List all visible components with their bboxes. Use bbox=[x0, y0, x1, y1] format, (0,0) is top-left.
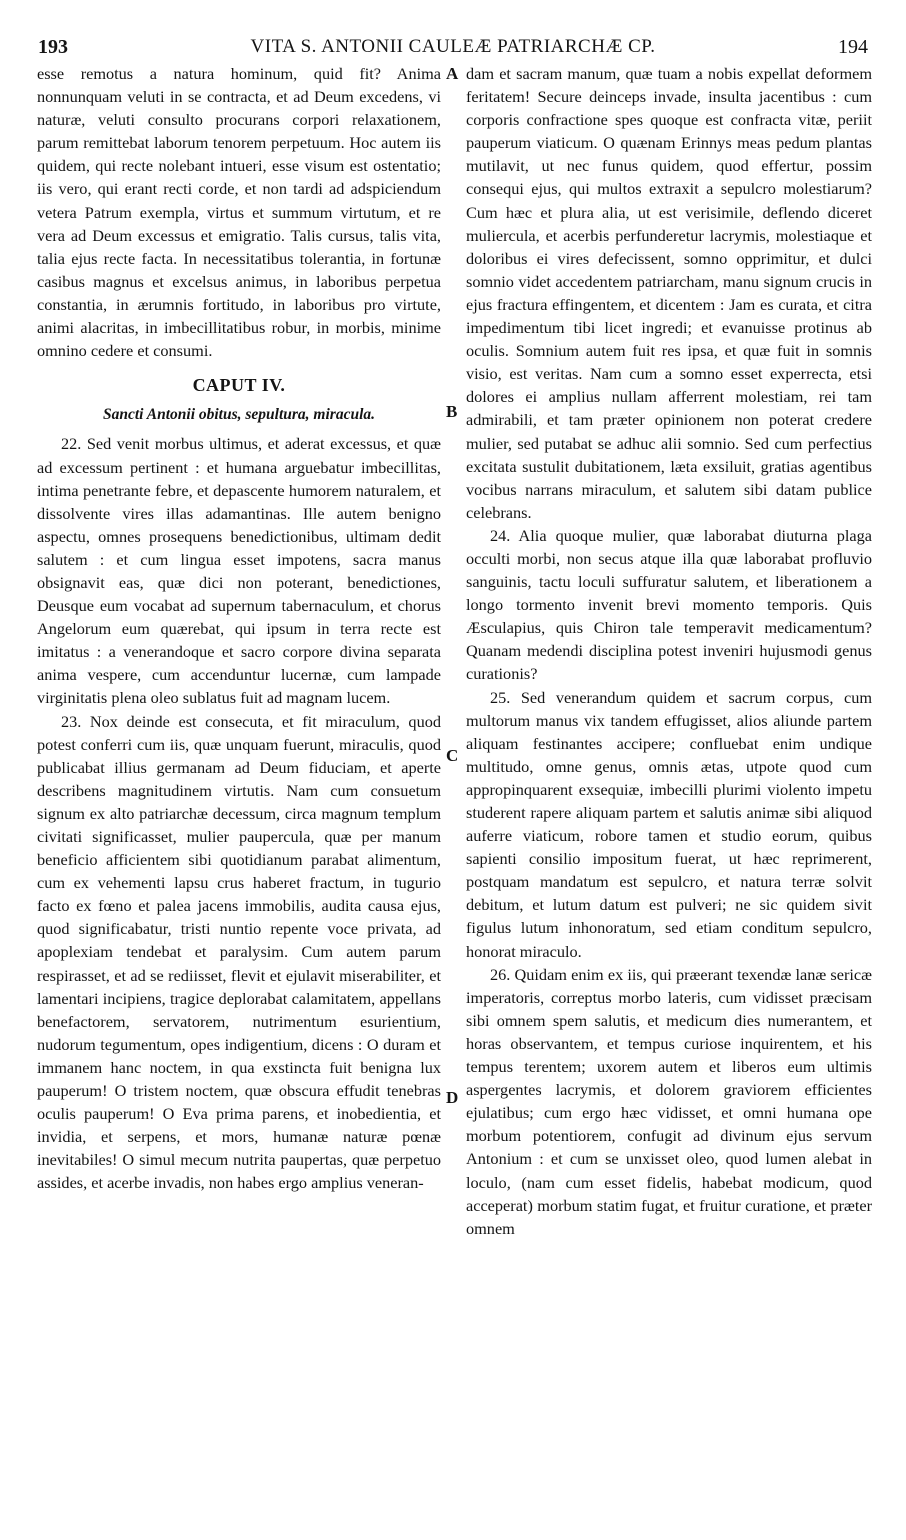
right-column bbox=[466, 62, 872, 1240]
margin-letter-d: D bbox=[446, 1088, 459, 1107]
paragraph-intro: esse remotus a natura hominum, quid fit? Anima nonnunquam veluti in se contracta, et ad Deum excedens, vi naturæ, veluti consulto procurans corpori relaxationem, parum remittebat laborum tenorem perpetuum. Hoc autem iis quidem, qui recte nolebant intueri, esse visum est ostentatio; iis vero, qui erant recti corde, et non tardi ad adspiciendum vetera Patrum exempla, virtus et summum virtutum, et re vera ad Deum excessus et emigratio. Talis cursus, talis vita, talia ejus recte facta. In necessitatibus tolerantia, in fortunæ casibus magnus et excelsus animus, in laboribus perpetua constantia, in ærumnis fortitudo, in laboribus pro virtute, animi alacritas, in imbecillitatibus robur, in morbis, minime omnino cedere et consumi. bbox=[37, 64, 441, 361]
paragraph-23: 23. Nox deinde est consecuta, et fit miraculum, quod potest conferri cum iis, quæ unquam fuerunt, miraculis, quod publicabat illius germanam ad Deum fiduciam, et aperte describens magnitudinem virtutis. Nam cum consuetum signum ex alto patriarchæ decessum, circa magnum templum civitati significasset, mulier paupercula, quæ per manum beneficio afficientem sibi quotidianum parabat alimentum, cum ex vehementi lapsu crus haberet fractum, in tugurio facto ex fœno et palea jacens immobilis, audita causa ejus, quod significabatur, tristi nuntio repente voce privata, ad apoplexiam tendebat et paralysim. Cum autem parum respirasset, et ad se rediisset, flevit et ejulavit miserabiliter, et lamentari incipiens, tragice deplorabat calamitatem, appellans benefactorem, servatorem, nutrimentum esurientium, nudorum tegumentum, opes indigentium, dicens : O duram et immanem hanc noctem, in qua exstincta fuit benigna lux pauperum! O tristem noctem, quæ obscura effudit tenebras oculis pauperum! O Eva prima parens, et inobedientia, et invidia, et serpens, et mors, humanæ naturæ pœnæ inevitabiles! O simul mecum nutrita paupertas, quæ perpetuo assides, et acerbe invadis, non habes ergo amplius veneran- bbox=[37, 711, 441, 1193]
page-header bbox=[0, 30, 906, 64]
page-number-left: 193 bbox=[38, 36, 68, 58]
paragraph-continuation: dam et sacram manum, quæ tuam a nobis expellat deformem feritatem! Secure deinceps invade, insulta jacentibus : cum corporis confractione spes quoque est confracta vitæ, periit pauperum viaticum. O quænam Erinnys meas pedum plantas mutilavit, ut nec funus quidem, quod effertur, possim consequi ejus, qui multos extraxit a sepulcro molestiarum? Cum hæc et plura alia, ut est verisimile, deflendo diceret muliercula, et acerbis perfunderetur lacrymis, molestiaque et doloribus ei vires defecissent, somno opprimitur, et dulci somnio videt accedentem patriarcham, manu signum crucis in ejus fractura effingentem, et dicentem : Jam es curata, et citra impedimentum tibi licet ingredi; et evanuisse protinus ab oculis. Somnium autem fuit res ipsa, et quæ fuit in somnis visio, est veritas. Nam cum a somno esset experrecta, etsi dolores ei amplius nullam afferrent molestiam, rei tam admirabili, et tam præter opinionem non poterat credere mulier, sed putabat se adhuc alii somnio. Sed cum perfectius excitata sustulit dubitationem, læta exsiluit, gratias agentibus vocibus narrans miraculum, et salutem sibi datam publice celebrans. bbox=[466, 64, 872, 522]
running-title: VITA S. ANTONII CAULEÆ PATRIARCHÆ CP. bbox=[250, 36, 656, 57]
margin-letter-c: C bbox=[446, 746, 459, 765]
paragraph-26: 26. Quidam enim ex iis, qui præerant texendæ lanæ sericæ imperatoris, correptus morbo lateris, cum vidisset præcisam sibi omnem spem salutis, et medicum dies numerantem, et horas observantem, et tempus curiose inquirentem, et his tempus terentem; uxorem autem et liberos eum ultimis aspergentes lacrymis, et dolorem graviorem efficientes ejulatibus; cum ergo hæc vidisset, et omni humana ope morbum potentiorem, confugit ad divinum ejus servum Antonium : et cum se unxisset oleo, quod lumen alebat in loculo, (nam cum esset fidelis, habebat modicum, quod acceperat) morbum statim fugat, et fruitur curatione, et præter omnem bbox=[466, 964, 872, 1238]
left-column bbox=[37, 62, 441, 1195]
page-number-right: 194 bbox=[838, 36, 868, 58]
margin-letter-b: B bbox=[446, 402, 458, 421]
paragraph-25: 25. Sed venerandum quidem et sacrum corpus, cum multorum manus vix tandem effugisset, alios aliunde partem aliquam festinantes accipere; confluebat enim undique multitudo, omne genus, omnis ætas, utpote quod cum appropinquarent exsequiæ, imbecilli plurimi violento impetu studerent rapere aliquam partem et salutis animæ sibi aliquod auferre viaticum, robore tamen et studio eorum, quibus sapienti consilio impositum fuerat, ut hæc reprimerent, postquam mandatum est sepulcro, et natura terræ solvit debitum, et lutum datum est pulveri; ne sic quidem sivit figulus lutum inhonoratum, sed etiam conditum sepulcro, honorat miraculo. bbox=[466, 687, 872, 961]
chapter-subtitle: Sancti Antonii obitus, sepultura, miracula. bbox=[102, 406, 376, 424]
chapter-title: CAPUT IV. bbox=[192, 375, 286, 396]
paragraph-22: 22. Sed venit morbus ultimus, et aderat excessus, et quæ ad excessum pertinent : et humana arguebatur imbecillitas, intima penetrante febre, et depascente humorem naturalem, et dissolvente vires illas adamantinas. Ille autem benigno aspectu, omnes prosequens benedictionibus, ultimam dedit salutem : et cum lingua esset impotens, sacra manus obsignavit eas, quæ dici non poterant, benedictiones, Deusque eum vocabat ad supernum tabernaculum, et chorus Angelorum eum quærebat, qui ipsum in terra recte est imitatus : a venerandoque et sacro corpore divina separata anima vespere, cum accenduntur lucernæ, cum lampade virginitatis plena oleo sublatus fuit ad magnam lucem. bbox=[37, 434, 441, 708]
margin-letter-a: A bbox=[446, 64, 459, 83]
paragraph-24: 24. Alia quoque mulier, quæ laborabat diuturna plaga occulti morbi, non secus atque illa quæ laborabat profluvio sanguinis, tactu loculi suffuratur salutem, et liberationem a longo tormento invenit brevi momento temporis. Quis Æsculapius, quis Chiron tale temperavit medicamentum? Quanam medendi disciplina potest inveniri hujusmodi genus curationis? bbox=[466, 525, 872, 684]
